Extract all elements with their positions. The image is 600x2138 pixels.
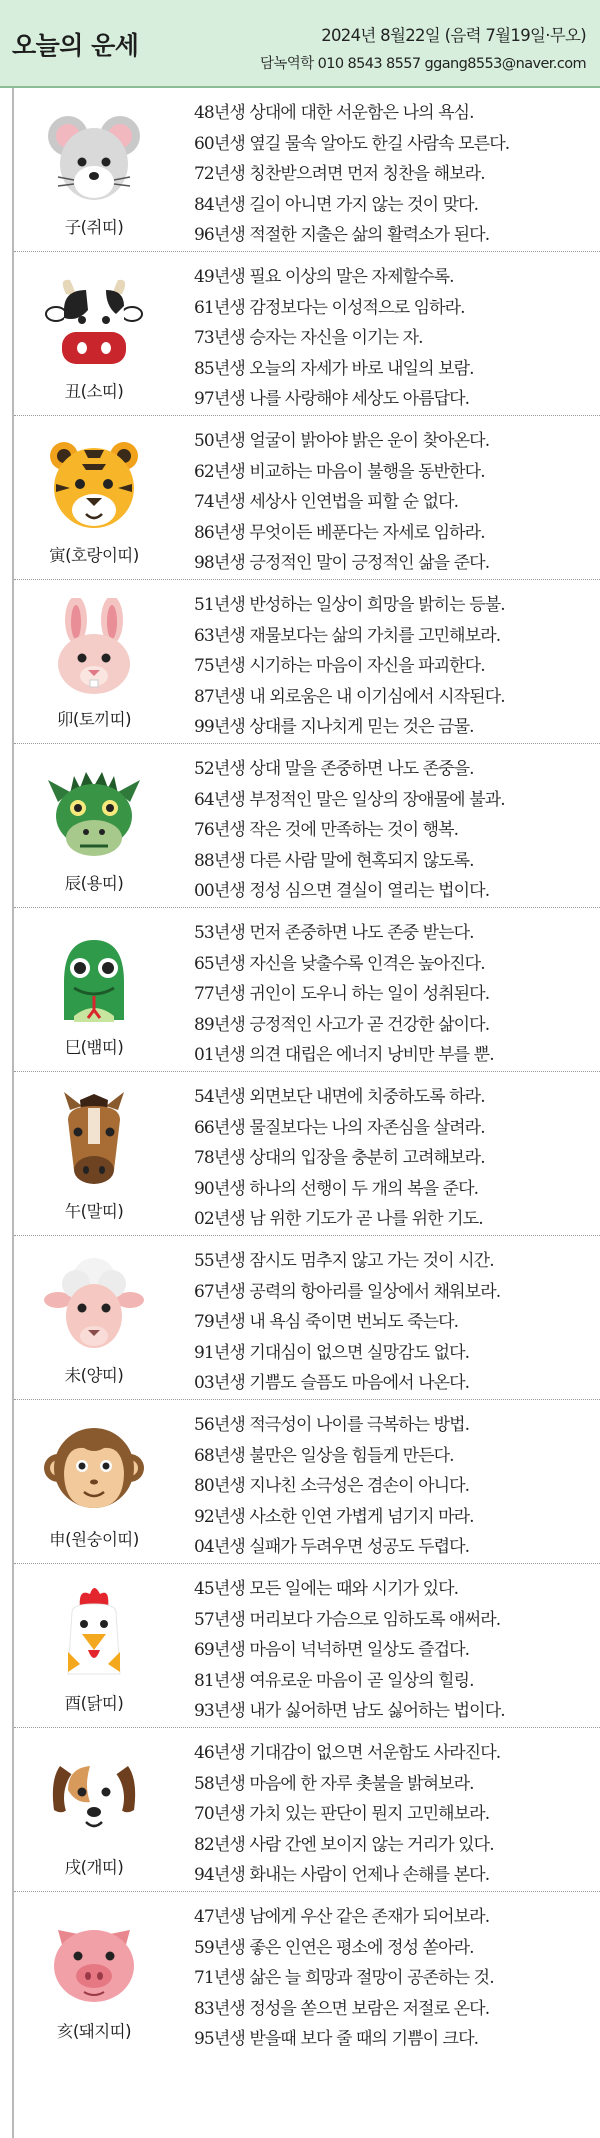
fortune-line: 93년생 내가 싫어하면 남도 싫어하는 법이다. (194, 1701, 505, 1721)
horse-icon-graphic (44, 1090, 144, 1190)
monkey-icon-graphic (44, 1418, 144, 1518)
fortune-line: 50년생 얼굴이 밝아야 밝은 운이 찾아온다. (194, 431, 490, 451)
fortune-line: 54년생 외면보단 내면에 치중하도록 하라. (194, 1087, 485, 1107)
fortune-line: 98년생 긍정적인 말이 긍정적인 삶을 준다. (194, 553, 490, 573)
fortune-line: 64년생 부정적인 말은 일상의 장애물에 불과. (194, 789, 505, 810)
fortune-line: 47년생 남에게 우산 같은 존재가 되어보라. (194, 1907, 490, 1927)
horse-icon (44, 1090, 144, 1190)
zodiac-entry-rabbit (14, 580, 600, 744)
sheep-icon-graphic (44, 1254, 144, 1354)
fortune-line: 53년생 먼저 존중하면 나도 존중 받는다. (194, 923, 474, 943)
fortune-line: 60년생 옆길 물속 알아도 한길 사람속 모른다. (194, 133, 510, 154)
zodiac-label: 子(쥐띠) (64, 218, 124, 237)
zodiac-entry-tiger (14, 416, 600, 580)
fortune-line: 91년생 기대심이 없으면 실망감도 없다. (194, 1342, 470, 1363)
fortune-line: 69년생 마음이 넉넉하면 일상도 즐겁다. (194, 1640, 470, 1660)
fortune-line: 62년생 비교하는 마음이 불행을 동반한다. (194, 461, 485, 482)
sheep-icon (44, 1254, 144, 1354)
zodiac-entry-monkey (14, 1400, 600, 1564)
zodiac-entry-ox (14, 252, 600, 416)
fortune-line: 74년생 세상사 인연법을 피할 순 없다. (194, 492, 459, 512)
fortune-lines (194, 754, 598, 907)
fortune-lines (194, 1410, 598, 1563)
zodiac-label: 酉(닭띠) (64, 1694, 124, 1713)
ox-icon-graphic (44, 270, 144, 370)
fortune-line: 04년생 실패가 두려우면 성공도 두렵다. (194, 1537, 470, 1557)
fortune-line: 72년생 칭찬받으려면 먼저 칭찬을 해보라. (194, 164, 485, 184)
fortune-lines (194, 1082, 598, 1235)
fortune-line: 73년생 승자는 자신을 이기는 자. (194, 328, 423, 348)
zodiac-label: 未(양띠) (64, 1366, 124, 1385)
fortune-line: 48년생 상대에 대한 서운함은 나의 욕심. (194, 103, 474, 123)
rooster-icon (44, 1582, 144, 1682)
fortune-line: 77년생 귀인이 도우니 하는 일이 성취된다. (194, 984, 490, 1004)
zodiac-entry-dragon (14, 744, 600, 908)
zodiac-label: 卯(토끼띠) (56, 710, 132, 729)
fortune-lines (194, 590, 598, 743)
fortune-line: 02년생 남 위한 기도가 곧 나를 위한 기도. (194, 1209, 483, 1229)
fortune-line: 99년생 상대를 지나치게 믿는 것은 금물. (194, 717, 474, 737)
fortune-line: 76년생 작은 것에 만족하는 것이 행복. (194, 820, 459, 840)
fortune-line: 97년생 나를 사랑해야 세상도 아름답다. (194, 389, 470, 409)
page-title: 오늘의 운세 (12, 31, 139, 60)
dragon-icon (44, 762, 144, 862)
fortune-line: 61년생 감정보다는 이성적으로 임하라. (194, 297, 465, 318)
zodiac-entry-horse (14, 1072, 600, 1236)
fortune-line: 66년생 물질보다는 나의 자존심을 살려라. (194, 1117, 485, 1138)
fortune-line: 67년생 공력의 항아리를 일상에서 채워보라. (194, 1281, 501, 1302)
rooster-icon-graphic (44, 1582, 144, 1682)
fortune-lines (194, 1902, 598, 2055)
dog-icon (44, 1746, 144, 1846)
fortune-lines (194, 426, 598, 579)
fortune-line: 78년생 상대의 입장을 충분히 고려해보라. (194, 1148, 485, 1168)
fortune-line: 95년생 받을때 보다 줄 때의 기쁨이 크다. (194, 2029, 479, 2049)
fortune-line: 57년생 머리보다 가슴으로 임하도록 애써라. (194, 1609, 501, 1630)
rat-icon (44, 106, 144, 206)
zodiac-label: 申(원숭이띠) (49, 1530, 139, 1549)
zodiac-entry-snake (14, 908, 600, 1072)
fortune-line: 46년생 기대감이 없으면 서운함도 사라진다. (194, 1743, 501, 1763)
zodiac-list (14, 88, 600, 2056)
zodiac-label: 辰(용띠) (64, 874, 124, 893)
zodiac-label: 巳(뱀띠) (64, 1038, 124, 1057)
zodiac-label: 午(말띠) (64, 1202, 124, 1221)
fortune-line: 83년생 정성을 쏟으면 보람은 저절로 온다. (194, 1998, 490, 2019)
fortune-line: 80년생 지나친 소극성은 겸손이 아니다. (194, 1476, 470, 1496)
fortune-line: 00년생 정성 심으면 결실이 열리는 법이다. (194, 881, 490, 901)
fortune-lines (194, 98, 598, 251)
fortune-line: 82년생 사람 간엔 보이지 않는 거리가 있다. (194, 1834, 494, 1855)
fortune-line: 59년생 좋은 인연은 평소에 정성 쏟아라. (194, 1937, 474, 1958)
zodiac-entry-dog (14, 1728, 600, 1892)
zodiac-entry-pig (14, 1892, 600, 2056)
ox-icon (44, 270, 144, 370)
tiger-icon (44, 434, 144, 534)
zodiac-label: 丑(소띠) (64, 382, 124, 401)
fortune-line: 56년생 적극성이 나이를 극복하는 방법. (194, 1415, 470, 1435)
fortune-line: 96년생 적절한 지출은 삶의 활력소가 된다. (194, 225, 490, 245)
zodiac-entry-rat (14, 88, 600, 252)
rabbit-icon (44, 598, 144, 698)
snake-icon-graphic (44, 926, 144, 1026)
fortune-line: 94년생 화내는 사람이 언제나 손해를 본다. (194, 1865, 490, 1885)
zodiac-label: 寅(호랑이띠) (49, 546, 139, 565)
fortune-line: 84년생 길이 아니면 가지 않는 것이 맞다. (194, 194, 479, 215)
contact-line: 담녹역학 010 8543 8557 ggang8553@naver.com (259, 56, 586, 72)
fortune-line: 65년생 자신을 낮출수록 인격은 높아진다. (194, 953, 485, 974)
fortune-line: 89년생 긍정적인 사고가 곧 건강한 삶이다. (194, 1014, 490, 1035)
fortune-line: 58년생 마음에 한 자루 촛불을 밝혀보라. (194, 1773, 474, 1794)
fortune-line: 01년생 의견 대립은 에너지 낭비만 부를 뿐. (194, 1045, 494, 1065)
rat-icon-graphic (44, 106, 144, 206)
zodiac-entry-sheep (14, 1236, 600, 1400)
dog-icon-graphic (44, 1746, 144, 1846)
fortune-line: 63년생 재물보다는 삶의 가치를 고민해보라. (194, 625, 501, 646)
fortune-line: 87년생 내 외로움은 내 이기심에서 시작된다. (194, 686, 505, 707)
fortune-line: 55년생 잠시도 멈추지 않고 가는 것이 시간. (194, 1251, 494, 1271)
fortune-line: 92년생 사소한 인연 가볍게 넘기지 마라. (194, 1506, 474, 1527)
fortune-line: 45년생 모든 일에는 때와 시기가 있다. (194, 1579, 459, 1599)
tiger-icon-graphic (44, 434, 144, 534)
zodiac-label: 戌(개띠) (64, 1858, 124, 1877)
dragon-icon-graphic (44, 762, 144, 862)
fortune-line: 49년생 필요 이상의 말은 자제할수록. (194, 267, 454, 287)
fortune-line: 52년생 상대 말을 존중하면 나도 존중을. (194, 759, 474, 779)
rabbit-icon-graphic (44, 598, 144, 698)
fortune-line: 86년생 무엇이든 베푼다는 자세로 임하라. (194, 522, 485, 543)
pig-icon-graphic (44, 1910, 144, 2010)
fortune-line: 71년생 삶은 늘 희망과 절망이 공존하는 것. (194, 1968, 494, 1988)
fortune-line: 03년생 기쁨도 슬픔도 마음에서 나온다. (194, 1373, 470, 1393)
fortune-line: 85년생 오늘의 자세가 바로 내일의 보람. (194, 358, 474, 379)
pig-icon (44, 1910, 144, 2010)
fortune-lines (194, 918, 598, 1071)
fortune-line: 79년생 내 욕심 죽이면 번뇌도 죽는다. (194, 1312, 459, 1332)
monkey-icon (44, 1418, 144, 1518)
fortune-line: 81년생 여유로운 마음이 곧 일상의 힐링. (194, 1670, 474, 1691)
fortune-line: 90년생 하나의 선행이 두 개의 복을 준다. (194, 1178, 479, 1199)
fortune-lines (194, 1246, 598, 1399)
snake-icon (44, 926, 144, 1026)
fortune-line: 70년생 가치 있는 판단이 뭔지 고민해보라. (194, 1804, 490, 1824)
fortune-line: 75년생 시기하는 마음이 자신을 파괴한다. (194, 656, 485, 676)
fortune-lines (194, 1574, 598, 1727)
date-line: 2024년 8월22일 (음력 7월19일·무오) (321, 26, 586, 45)
fortune-lines (194, 1738, 598, 1891)
zodiac-label: 亥(돼지띠) (56, 2022, 132, 2041)
zodiac-entry-rooster (14, 1564, 600, 1728)
fortune-line: 88년생 다른 사람 말에 현혹되지 않도록. (194, 850, 474, 871)
header (0, 0, 600, 88)
fortune-line: 68년생 불만은 일상을 힘들게 만든다. (194, 1445, 454, 1466)
fortune-line: 51년생 반성하는 일상이 희망을 밝히는 등불. (194, 595, 505, 615)
fortune-lines (194, 262, 598, 415)
